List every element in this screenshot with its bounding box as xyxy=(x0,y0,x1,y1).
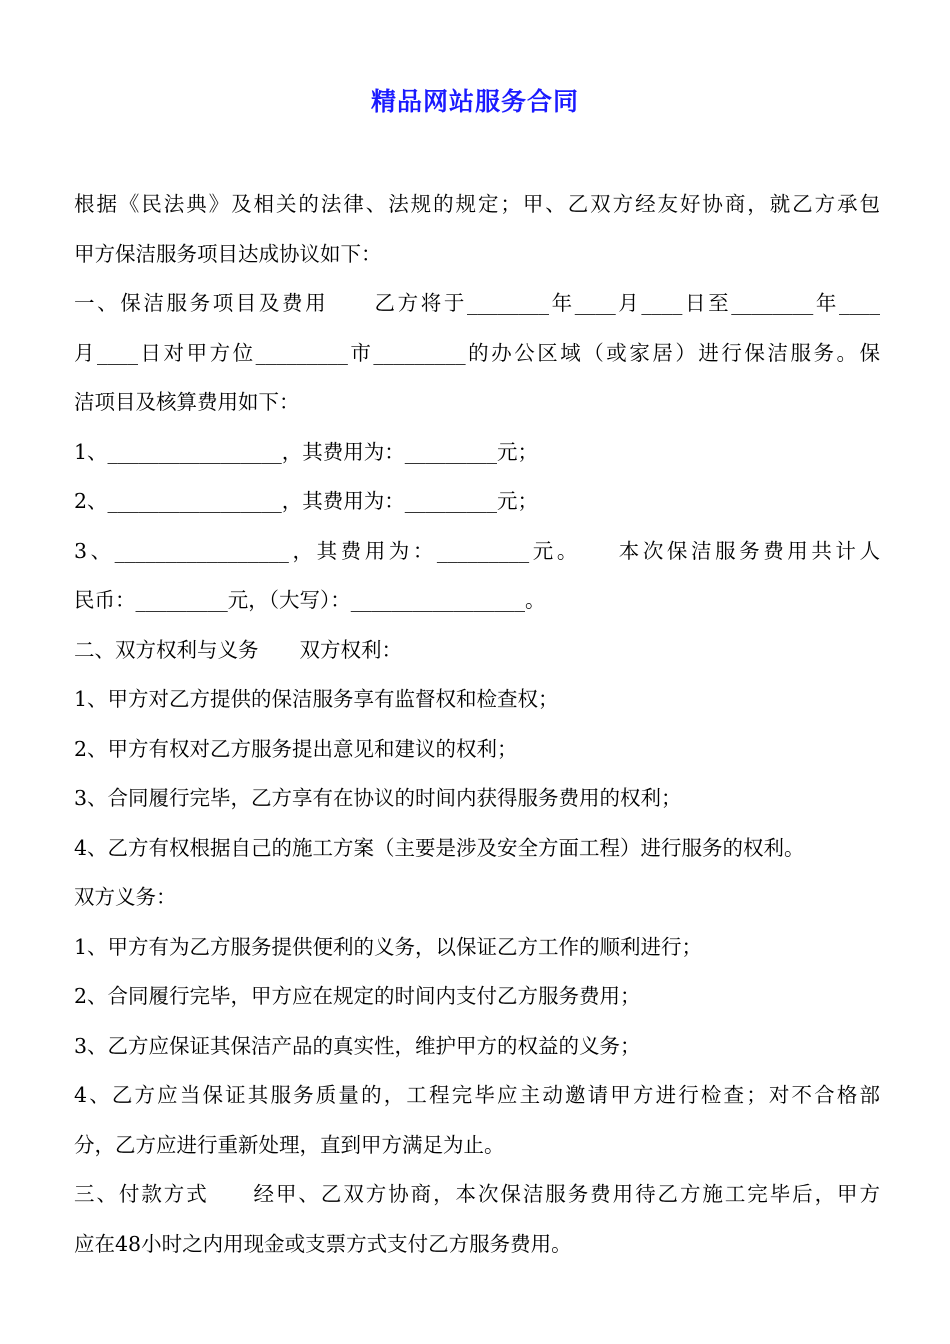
body-line-21: 三、付款方式 经甲、乙双方协商，本次保洁服务费用待乙方施工完毕后，甲方 xyxy=(74,1182,880,1206)
body-line-22: 应在48小时之内用现金或支票方式支付乙方服务费用。 xyxy=(74,1231,572,1256)
body-line-4: 月____日对甲方位_________市_________的办公区域（或家居）进行保洁服务。保 xyxy=(74,340,880,365)
body-line-19: 4、乙方应当保证其服务质量的，工程完毕应主动邀请甲方进行检查；对不合格部 xyxy=(74,1083,880,1107)
document-body xyxy=(74,180,880,1269)
body-line-7: 2、_________________，其费用为：_________元； xyxy=(74,489,539,513)
body-line-13: 3、合同履行完毕，乙方享有在协议的时间内获得服务费用的权利； xyxy=(74,786,682,810)
body-line-16: 1、甲方有为乙方服务提供便利的义务，以保证乙方工作的顺利进行； xyxy=(74,934,703,959)
body-line-18: 3、乙方应保证其保洁产品的真实性，维护甲方的权益的义务； xyxy=(74,1033,641,1058)
body-line-2: 甲方保洁服务项目达成协议如下： xyxy=(74,241,382,266)
body-line-17: 2、合同履行完毕，甲方应在规定的时间内支付乙方服务费用； xyxy=(74,984,641,1008)
body-line-1: 根据《民法典》及相关的法律、法规的规定；甲、乙双方经友好协商，就乙方承包 xyxy=(74,192,880,216)
body-line-20: 分，乙方应进行重新处理，直到甲方满足为止。 xyxy=(74,1132,505,1157)
document-title: 精品网站服务合同 xyxy=(370,87,579,116)
body-line-6: 1、_________________，其费用为：_________元； xyxy=(74,439,539,464)
body-line-9: 民币：_________元，（大写）：_________________。 xyxy=(74,588,546,612)
body-line-5: 洁项目及核算费用如下： xyxy=(74,390,300,414)
body-line-10: 二、双方权利与义务 双方权利： xyxy=(74,637,402,662)
body-line-11: 1、甲方对乙方提供的保洁服务享有监督权和检查权； xyxy=(74,687,559,711)
body-line-3: 一、保洁服务项目及费用 乙方将于________年____月____日至________年____ xyxy=(74,291,880,315)
body-line-14: 4、乙方有权根据自己的施工方案（主要是涉及安全方面工程）进行服务的权利。 xyxy=(74,835,805,860)
body-line-12: 2、甲方有权对乙方服务提出意见和建议的权利； xyxy=(74,736,518,761)
body-line-8: 3、_________________，其费用为：_________元。 本次保洁服务费用共计人 xyxy=(74,538,880,563)
body-line-15: 双方义务： xyxy=(74,885,177,909)
